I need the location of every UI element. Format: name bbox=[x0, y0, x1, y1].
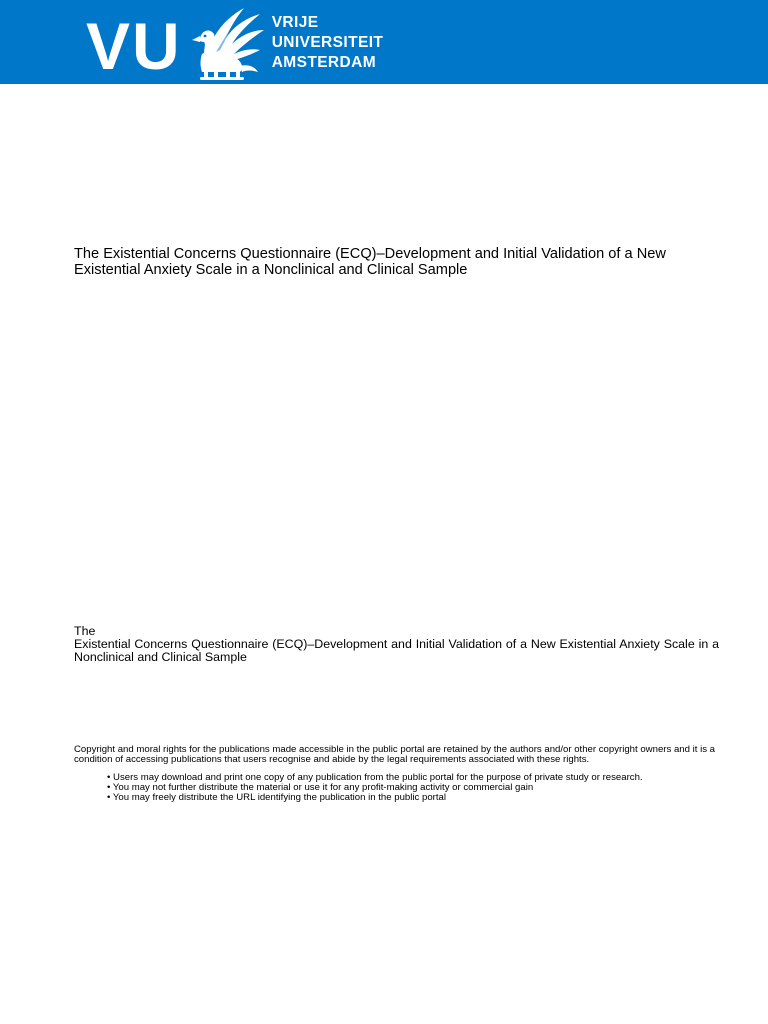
copyright-notice: Copyright and moral rights for the publications made accessible in the public portal are retained by the authors and/or other copyright owners and it is a condition of accessing publications that users recognise and abide by the legal requirements associated with these rights. bbox=[74, 744, 716, 765]
logo-line-vrije: VRIJE bbox=[271, 14, 319, 31]
logo-wordmark bbox=[272, 13, 384, 73]
rights-item-no-distribution: • You may not further distribute the material or use it for any profit-making activity or commercial gain bbox=[107, 782, 534, 793]
griffin-icon bbox=[186, 4, 266, 82]
rights-list bbox=[107, 773, 727, 803]
citation-text: Existential Concerns Questionnaire (ECQ)–Development and Initial Validation of a New Existential Anxiety Scale in a Nonclinical and Clinical Sample bbox=[74, 637, 719, 664]
logo-line-universiteit: UNIVERSITEIT bbox=[271, 34, 384, 51]
rights-item-download: • Users may download and print one copy of any publication from the public portal for the purpose of private study or research. bbox=[107, 772, 643, 783]
rights-item-url: • You may freely distribute the URL identifying the publication in the public portal bbox=[107, 792, 446, 803]
citation-first-word: The bbox=[74, 624, 96, 638]
logo-vu-letters: VU bbox=[86, 9, 182, 83]
header-band bbox=[0, 0, 768, 84]
vu-logo bbox=[86, 4, 383, 82]
logo-line-amsterdam: AMSTERDAM bbox=[271, 54, 377, 71]
citation bbox=[74, 625, 719, 664]
document-title: The Existential Concerns Questionnaire (ECQ)–Development and Initial Validation of a New Existential Anxiety Scale in a Nonclinical and Clinical Sample bbox=[74, 246, 666, 278]
